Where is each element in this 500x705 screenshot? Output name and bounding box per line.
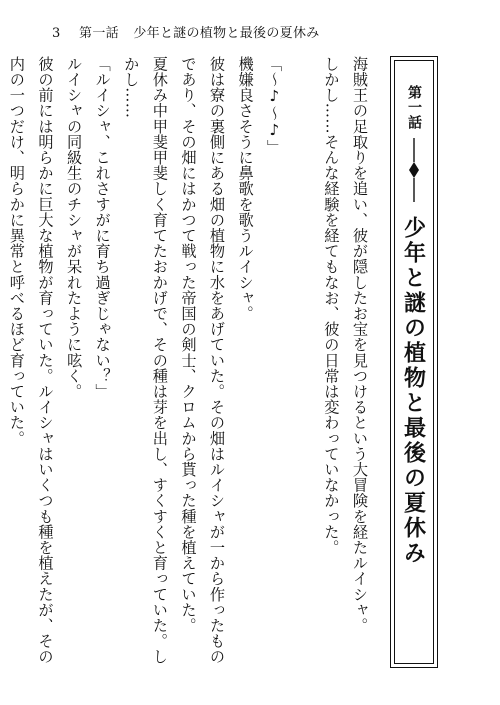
body-text xyxy=(7,56,374,668)
text-line: ルイシャの同級生のチシャが呆れたように呟く。 xyxy=(65,56,84,400)
chapter-title: 少年と謎の植物と最後の夏休み xyxy=(400,216,427,566)
ornament-divider-icon xyxy=(404,138,424,202)
text-line: 「～♪～♪」 xyxy=(265,56,284,156)
chapter-number-label: 第一話 xyxy=(406,85,422,130)
text-line: 夏休み中甲斐甲斐しく育てたおかげで、その種は芽を出し、すくすくと育っていた。し xyxy=(150,56,169,665)
text-line: かし…… xyxy=(122,56,141,119)
page-number: 3 xyxy=(52,26,61,41)
text-line: 海賊王の足取りを追い、彼が隠したお宝を見つけるという大冒険を経たルイシャ。 xyxy=(351,56,369,634)
text-line xyxy=(288,56,317,668)
running-header xyxy=(52,22,320,41)
text-line xyxy=(0,56,2,668)
text-line: しかし……そんな経験を経てもなお、彼の日常は変わっていなかった。 xyxy=(322,56,341,556)
text-line: 機嫌良さそうに鼻歌を歌うルイシャ。 xyxy=(236,56,255,322)
header-chapter-title: 少年と謎の植物と最後の夏休み xyxy=(133,26,320,41)
text-line: 内の一つだけ、明らかに異常と呼べるほど育っていた。 xyxy=(7,56,26,446)
text-line: 彼は寮の裏側にある畑の植物に水をあげていた。その畑はルイシャが一から作ったもの xyxy=(208,56,227,665)
chapter-title-frame xyxy=(390,56,438,668)
text-line: 彼の前には明らかに巨大な植物が育っていた。ルイシャはいくつも種を植えたが、その xyxy=(36,56,55,665)
chapter-title-block xyxy=(391,85,437,655)
text-line: であり、その畑にはかつて戦った帝国の剣士、クロムから貰った種を植えていた。 xyxy=(179,56,198,634)
text-line: 「ルイシャ、これさすがに育ち過ぎじゃない？」 xyxy=(93,56,112,400)
header-chapter-label: 第一話 xyxy=(79,26,119,41)
